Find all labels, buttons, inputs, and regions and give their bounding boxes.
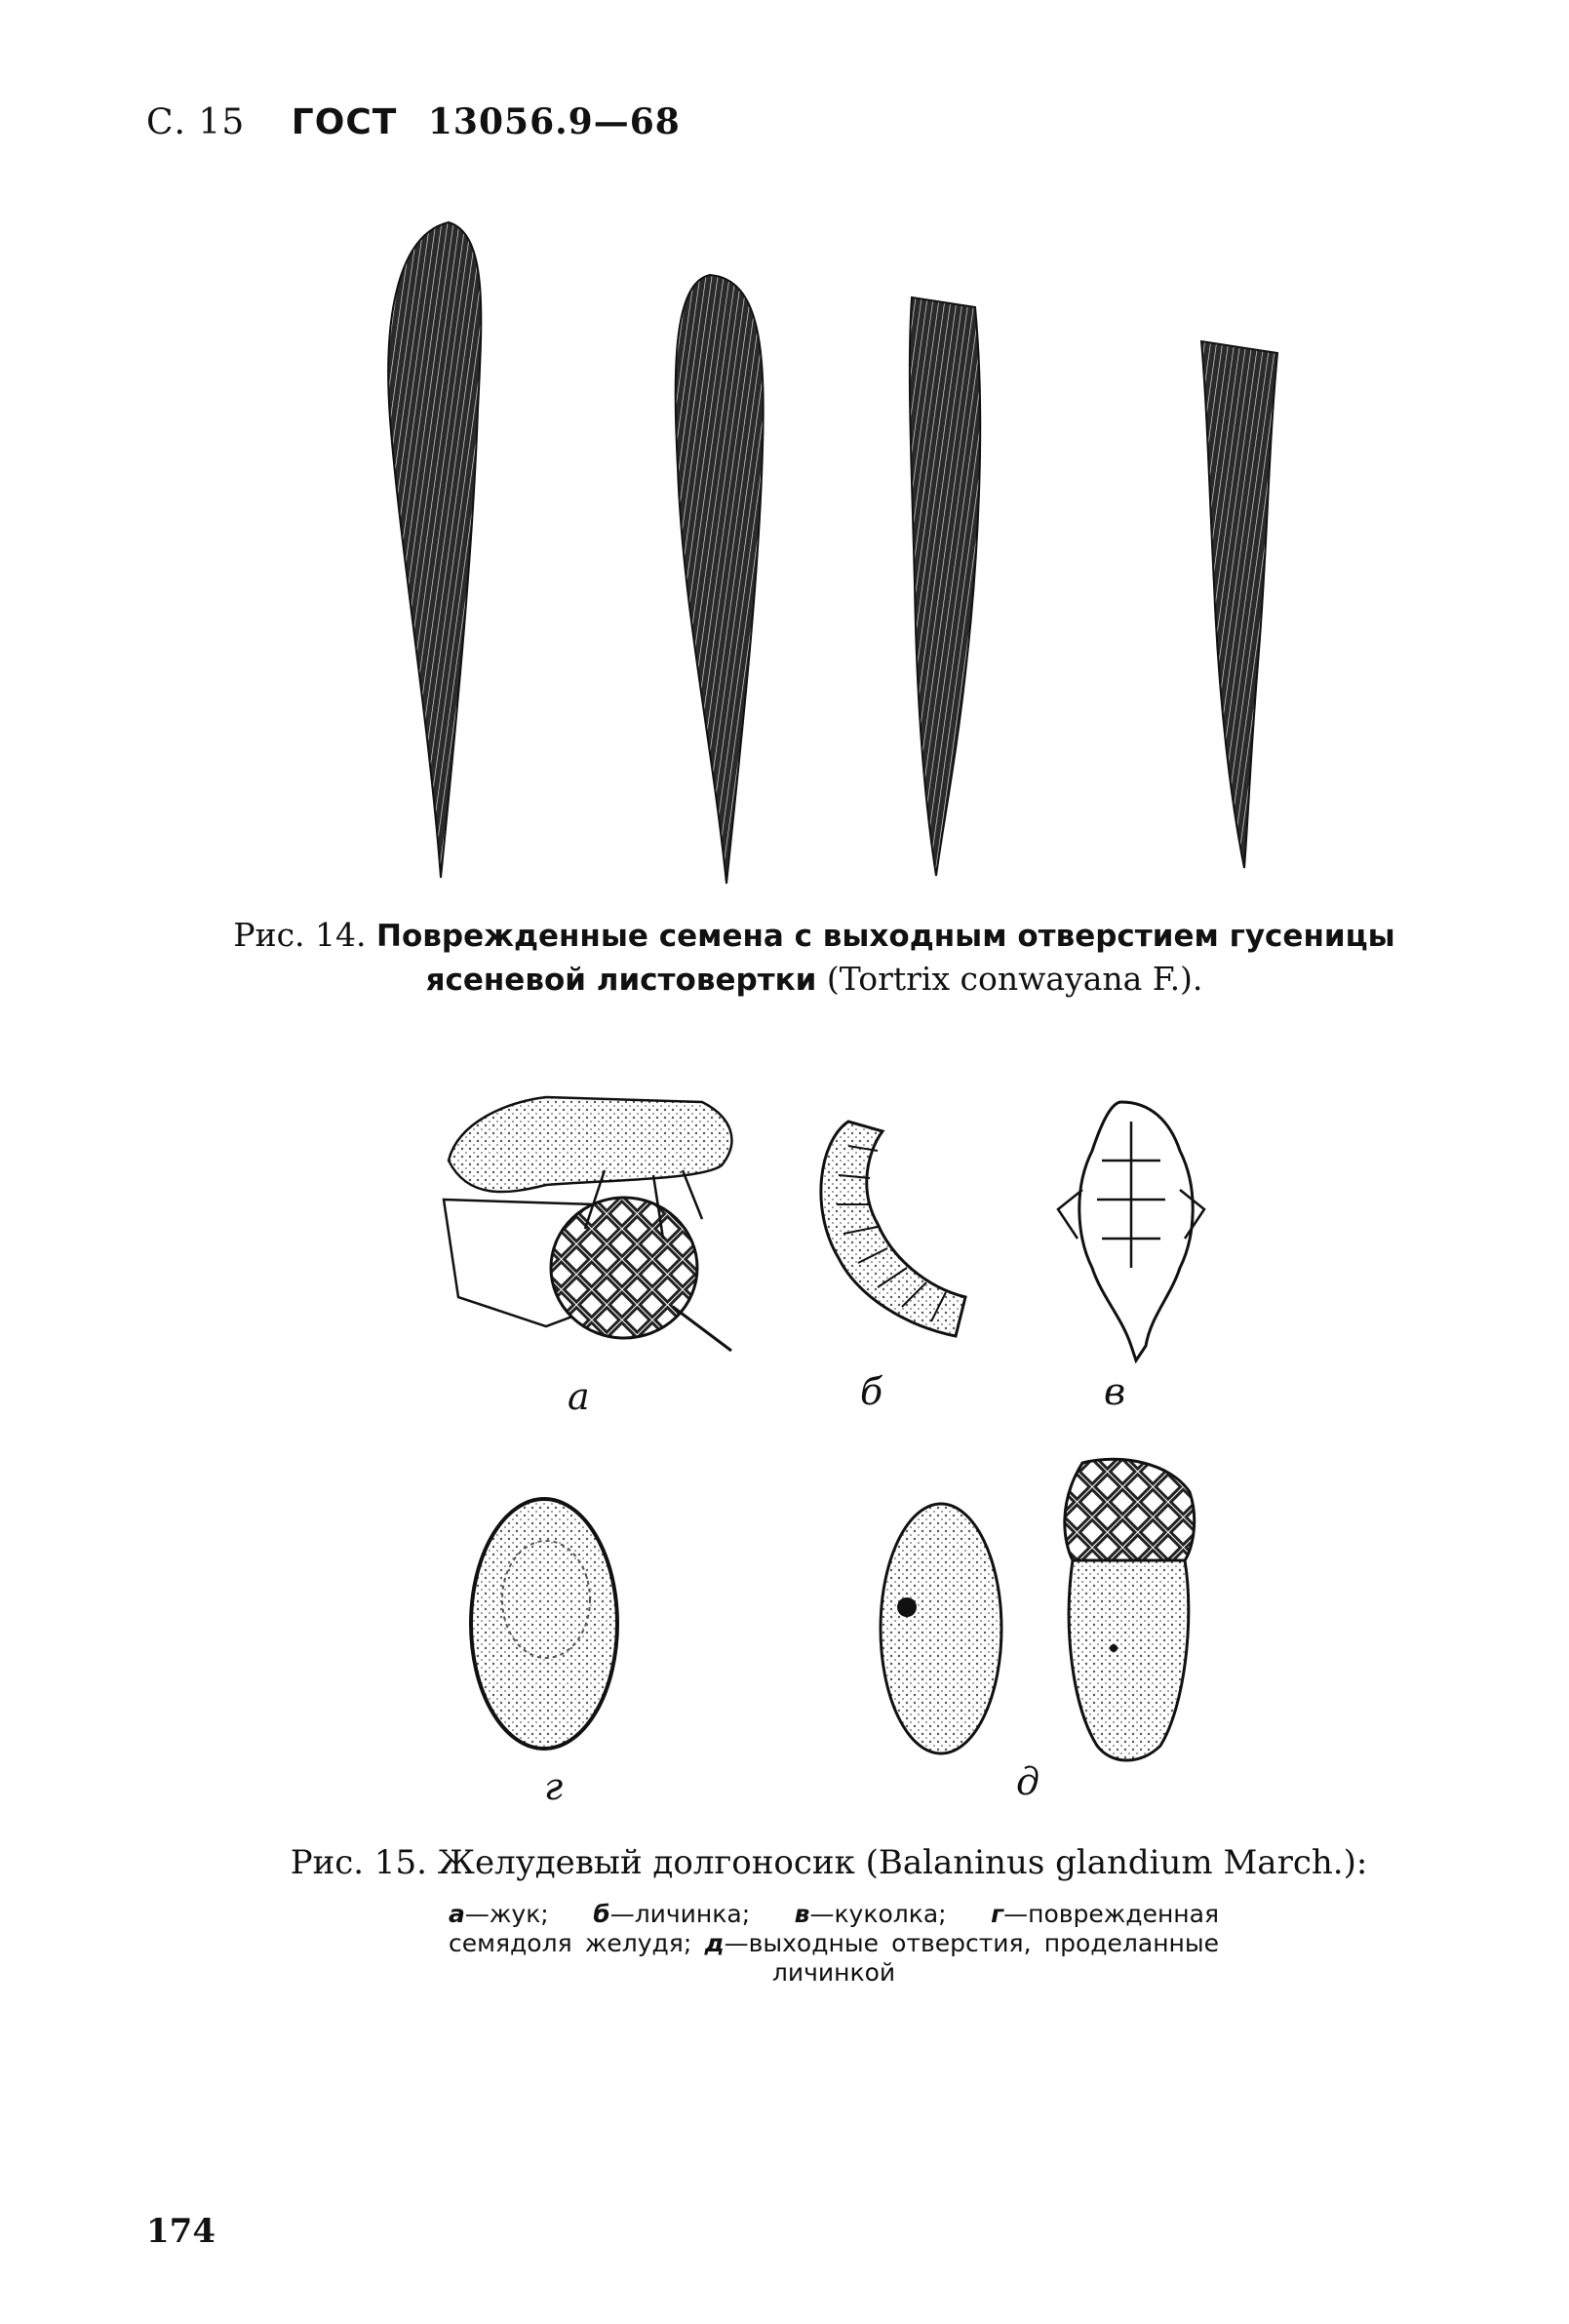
legend-text-d: —выходные отверстия, проделанные личинкой — [724, 1929, 1220, 1987]
seed-1 — [388, 222, 481, 878]
legend-key-b: б — [593, 1900, 610, 1928]
legend-text-v: —куколка; — [809, 1900, 947, 1928]
standard-code: 13056.9—68 — [427, 101, 681, 142]
legend-key-a: а — [449, 1900, 465, 1928]
figure-15b-larva — [821, 1122, 965, 1336]
seed-4 — [1201, 341, 1277, 868]
figure-15d-acorns-with-holes — [881, 1459, 1195, 1760]
figure-15-letter-g: г — [544, 1765, 564, 1808]
seed-2 — [676, 275, 764, 884]
figure-15-letter-v: в — [1104, 1370, 1126, 1413]
legend-text-a: —жук; — [464, 1900, 549, 1928]
figure-15-letter-b: б — [860, 1370, 883, 1413]
standard-name: ГОСТ — [291, 102, 398, 142]
page-prefix: С. 15 — [146, 102, 246, 142]
page-number: 174 — [146, 2212, 216, 2251]
figure-14-caption — [176, 914, 1453, 1002]
figure-14-seeds — [388, 222, 1277, 884]
figure-15-letter-a: а — [568, 1375, 590, 1418]
legend-key-d: д — [704, 1929, 725, 1957]
legend-key-v: в — [794, 1900, 810, 1928]
figure-15a-weevil-on-acorn — [444, 1097, 731, 1351]
figure-15-legend — [449, 1900, 1219, 1988]
figure-15-caption: Рис. 15. Желудевый долгоносик (Balaninus glandium March.): — [290, 1843, 1368, 1882]
seed-3 — [910, 297, 980, 876]
figure-14-caption-latin: (Tortrix conwayana F.). — [826, 960, 1203, 998]
figure-14-caption-main: Поврежденные семена с выходным отверстием гусеницы ясеневой листовертки — [376, 919, 1395, 998]
legend-text-g: —поврежденная семядоля желудя; — [449, 1900, 1220, 1957]
figure-15v-pupa — [1058, 1102, 1204, 1360]
figure-14-label: Рис. 14. — [233, 916, 367, 954]
figure-15g-damaged-cotyledon — [471, 1499, 617, 1749]
legend-text-b: —личинка; — [609, 1900, 751, 1928]
legend-key-g: г — [991, 1900, 1004, 1928]
figure-15-letter-d: д — [1016, 1760, 1040, 1803]
